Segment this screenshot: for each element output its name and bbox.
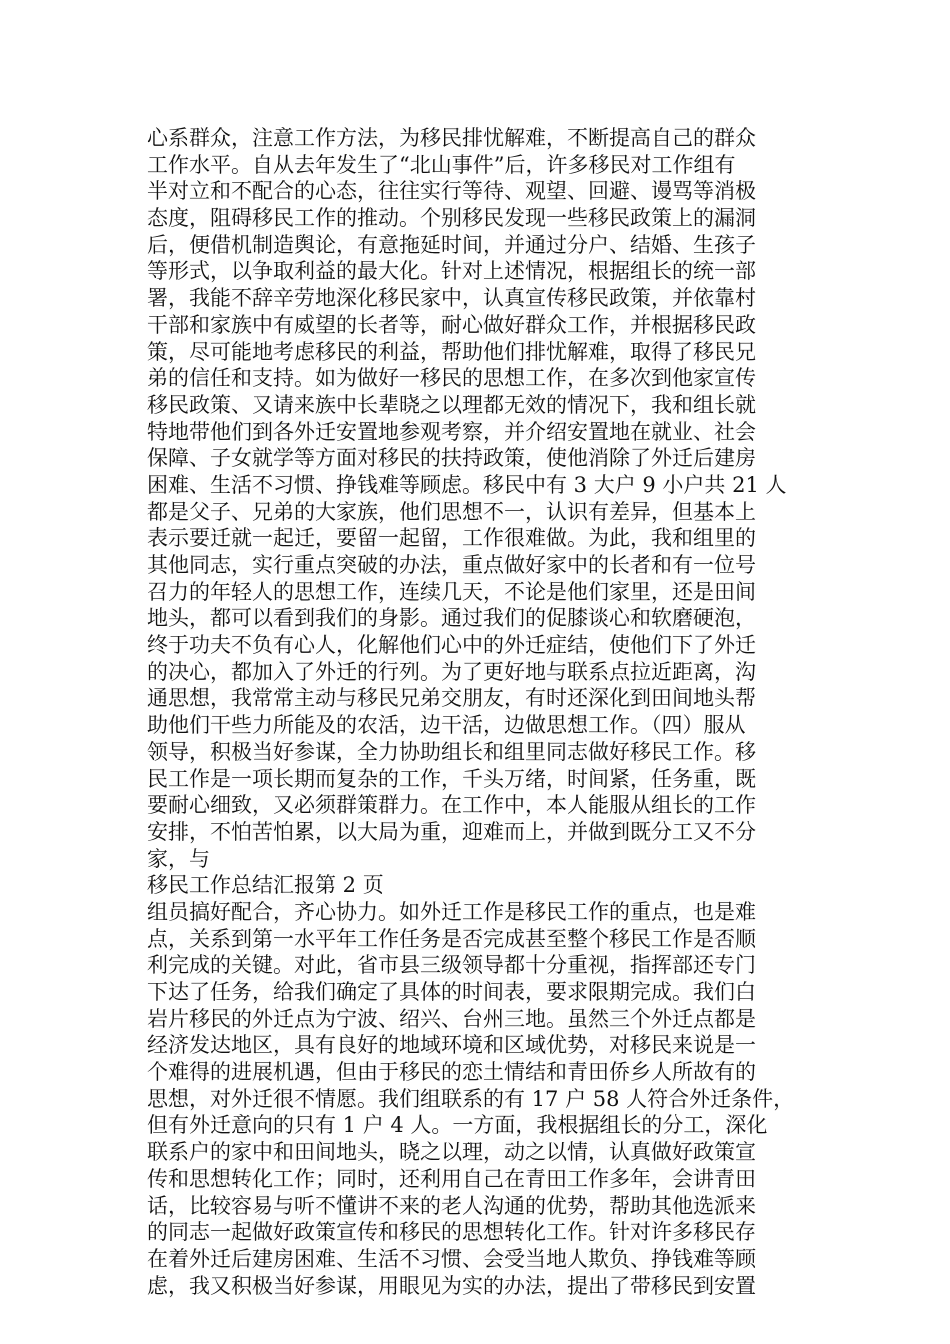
text-line: 虑，我又积极当好参谋，用眼见为实的办法，提出了带移民到安置	[147, 1273, 756, 1298]
text-line: 但有外迁意向的只有 1 户 4 人。一方面，我根据组长的分工，深化	[147, 1113, 768, 1138]
text-line: 地头，都可以看到我们的身影。通过我们的促膝谈心和软磨硬泡，	[147, 606, 756, 631]
text-line: 工作水平。自从去年发生了“北山事件”后，许多移民对工作组有	[147, 152, 736, 177]
text-line: 领导，积极当好参谋，全力协助组长和组里同志做好移民工作。移	[147, 739, 756, 764]
text-line: 通思想，我常常主动与移民兄弟交朋友，有时还深化到田间地头帮	[147, 686, 756, 711]
document-body	[147, 125, 807, 1299]
text-line: 在着外迁后建房困难、生活不习惯、会受当地人欺负、挣钱难等顾	[147, 1246, 756, 1271]
text-line: 表示要迁就一起迁，要留一起留，工作很难做。为此，我和组里的	[147, 526, 756, 551]
text-line: 召力的年轻人的思想工作，连续几天，不论是他们家里，还是田间	[147, 579, 756, 604]
text-line: 话，比较容易与听不懂讲不来的老人沟通的优势，帮助其他选派来	[147, 1193, 756, 1218]
text-line: 点，关系到第一水平年工作任务是否完成甚至整个移民工作是否顺	[147, 926, 756, 951]
text-line: 其他同志，实行重点突破的办法，重点做好家中的长者和有一位号	[147, 553, 756, 577]
text-line: 后，便借机制造舆论，有意拖延时间，并通过分户、结婚、生孩子	[147, 232, 756, 257]
text-line: 家，与	[147, 846, 210, 871]
text-line: 保障、子女就学等方面对移民的扶持政策，使他消除了外迁后建房	[147, 446, 756, 471]
text-line: 终于功夫不负有心人，化解他们心中的外迁症结，使他们下了外迁	[147, 633, 756, 658]
text-line: 特地带他们到各外迁安置地参观考察，并介绍安置地在就业、社会	[147, 419, 756, 444]
text-line: 的同志一起做好政策宣传和移民的思想转化工作。针对许多移民存	[147, 1220, 756, 1245]
text-line: 策，尽可能地考虑移民的利益，帮助他们排忧解难，取得了移民兄	[147, 339, 756, 364]
text-line: 个难得的进展机遇，但由于移民的恋土情结和青田侨乡人所故有的	[147, 1060, 756, 1085]
text-line: 署，我能不辞辛劳地深化移民家中，认真宣传移民政策，并依靠村	[147, 286, 756, 311]
text-line: 等形式，以争取利益的最大化。针对上述情况，根据组长的统一部	[147, 259, 756, 284]
text-line: 民工作是一项长期而复杂的工作，千头万绪，时间紧，任务重，既	[147, 766, 756, 791]
text-line: 要耐心细致，又必须群策群力。在工作中，本人能服从组长的工作	[147, 793, 756, 818]
text-line: 半对立和不配合的心态，往往实行等待、观望、回避、谩骂等消极	[147, 179, 756, 204]
text-line: 利完成的关键。对此，省市县三级领导都十分重视，指挥部还专门	[147, 953, 756, 978]
text-line: 都是父子、兄弟的大家族，他们思想不一，认识有差异，但基本上	[147, 499, 756, 524]
page-label: 移民工作总结汇报第 2 页	[147, 873, 384, 898]
text-line: 助他们干些力所能及的农活，边干活，边做思想工作。（四）服从	[147, 713, 746, 738]
text-line: 态度，阻碍移民工作的推动。个别移民发现一些移民政策上的漏洞	[147, 206, 756, 231]
text-line: 思想，对外迁很不情愿。我们组联系的有 17 户 58 人符合外迁条件，	[147, 1086, 795, 1111]
text-line: 传和思想转化工作；同时，还利用自己在青田工作多年，会讲青田	[147, 1166, 756, 1191]
text-line: 移民政策、又请来族中长辈晓之以理都无效的情况下，我和组长就	[147, 392, 756, 417]
text-line: 联系户的家中和田间地头，晓之以理，动之以情，认真做好政策宣	[147, 1140, 756, 1165]
text-line: 弟的信任和支持。如为做好一移民的思想工作，在多次到他家宣传	[147, 366, 756, 391]
text-line: 心系群众，注意工作方法，为移民排忧解难，不断提高自己的群众	[147, 126, 756, 150]
text-line: 的决心，都加入了外迁的行列。为了更好地与联系点拉近距离，沟	[147, 659, 756, 684]
text-line: 困难、生活不习惯、挣钱难等顾虑。移民中有 3 大户 9 小户共 21 人	[147, 472, 787, 497]
text-line: 岩片移民的外迁点为宁波、绍兴、台州三地。虽然三个外迁点都是	[147, 1006, 756, 1031]
text-line: 组员搞好配合，齐心协力。如外迁工作是移民工作的重点，也是难	[147, 899, 756, 924]
text-line: 经济发达地区，具有良好的地域环境和区域优势，对移民来说是一	[147, 1033, 756, 1058]
text-line: 安排，不怕苦怕累，以大局为重，迎难而上，并做到既分工又不分	[147, 819, 756, 844]
text-line: 干部和家族中有威望的长者等，耐心做好群众工作，并根据移民政	[147, 312, 756, 337]
text-line: 下达了任务，给我们确定了具体的时间表，要求限期完成。我们白	[147, 980, 756, 1004]
